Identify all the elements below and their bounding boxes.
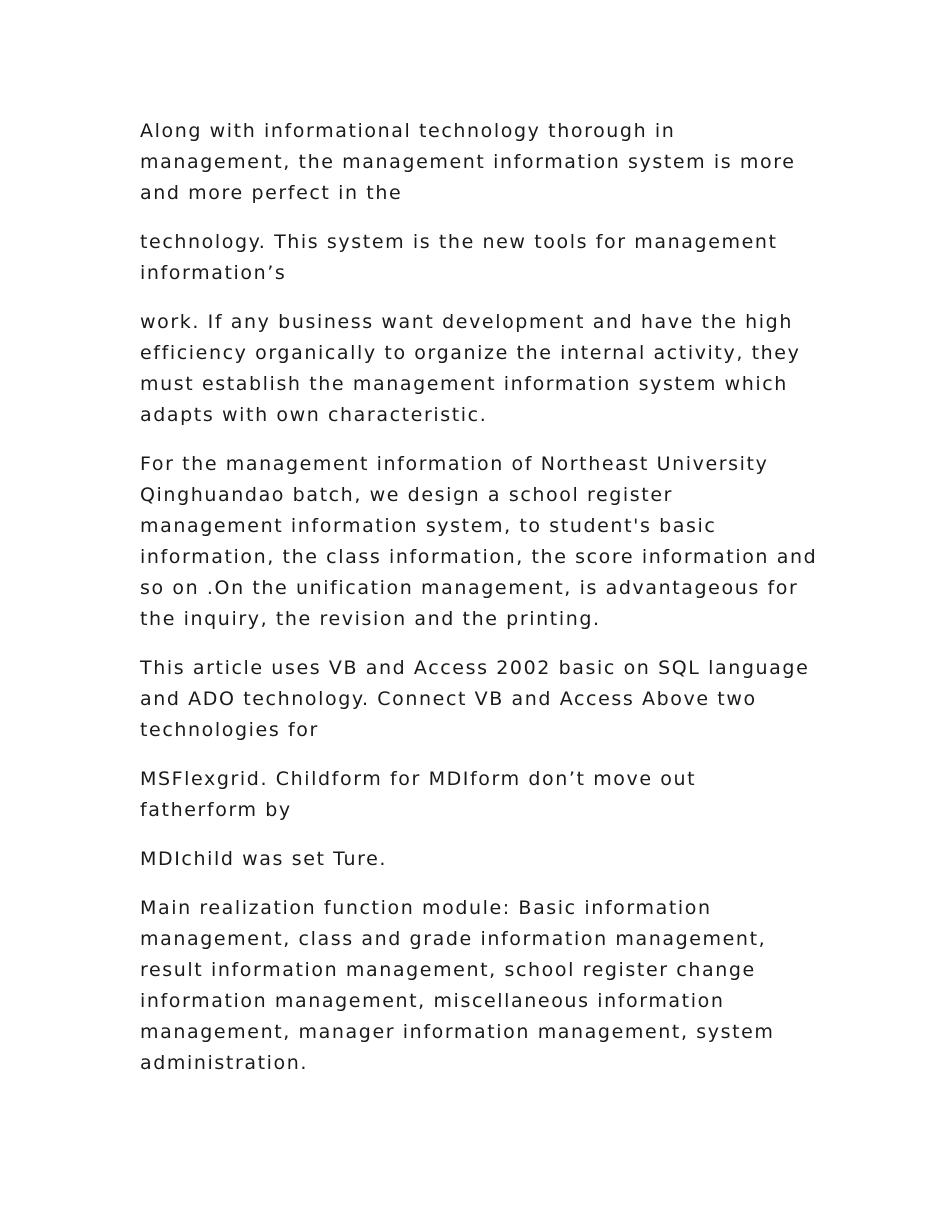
- document-body: [140, 116, 820, 1097]
- paragraph-2: technology. This system is the new tools for management information’s: [140, 231, 778, 284]
- paragraph-3: work. If any business want development and have the high efficiency organically to organize the internal activity, they must establish the management information system which adapts with own characteristic.: [140, 311, 801, 426]
- paragraph-8: Main realization function module: Basic information management, class and grade information management, result information management, school register change information management, miscellaneous information management, manager information management, system administration.: [140, 897, 775, 1074]
- paragraph-4: For the management information of Northeast University Qinghuandao batch, we design a school register management information system, to student's basic information, the class information, the score information and so on .On the unification management, is advantageous for the inquiry, the revision and the printing.: [140, 453, 818, 630]
- paragraph-5: This article uses VB and Access 2002 basic on SQL language and ADO technology. Connect VB and Access Above two technologies for: [140, 657, 810, 741]
- paragraph-7: MDIchild was set Ture.: [140, 848, 388, 870]
- paragraph-1: Along with informational technology thorough in management, the management information system is more and more perfect in the: [140, 120, 796, 204]
- paragraph-6: MSFlexgrid. Childform for MDIform don’t move out fatherform by: [140, 768, 697, 821]
